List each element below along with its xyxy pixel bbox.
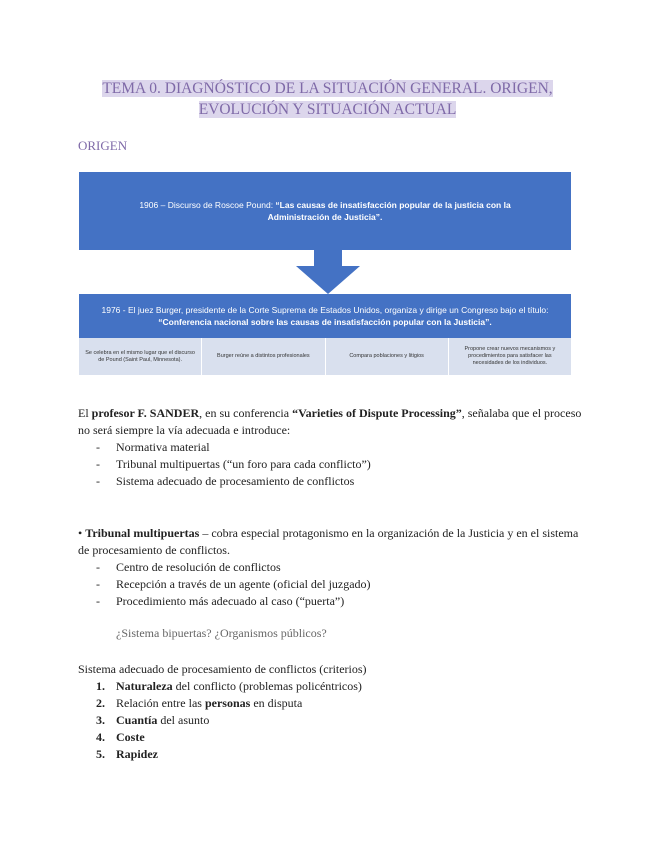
list-item: - Centro de resolución de conflictos: [96, 559, 371, 576]
criteria-rest: en disputa: [250, 696, 303, 710]
criteria-bold: Naturaleza: [116, 679, 173, 693]
list-item: - Procedimiento más adecuado al caso (“puerta”): [96, 593, 371, 610]
burger-sub-items: [79, 338, 571, 375]
list-sander-introduces: [96, 439, 371, 490]
sub-item-2: Burger reúne a distintos profesionales: [202, 338, 325, 375]
origin-diagram: [0, 0, 655, 400]
criteria-bold: personas: [204, 696, 251, 710]
box-1906-text: [79, 199, 571, 223]
box-1906-quote: “Las causas de insatisfacción popular de la justicia con la Administración de Justicia”.: [267, 200, 511, 222]
title-line-1: TEMA 0. DIAGNÓSTICO DE LA SITUACIÓN GENERAL. ORIGEN,: [102, 80, 553, 97]
paragraph-tribunal-multipuertas: [78, 525, 588, 559]
box-1976-burger: [79, 294, 571, 338]
list-item: - Sistema adecuado de procesamiento de conflictos: [96, 473, 371, 490]
sub-item-3: Compara poblaciones y litigios: [326, 338, 449, 375]
box-1976-text: [79, 304, 571, 328]
box-1906-pound: [79, 172, 571, 250]
box-1906-prefix: 1906 – Discurso de Roscoe Pound:: [139, 200, 276, 210]
criteria-number: 1.: [96, 679, 105, 693]
box-1976-quote: “Conferencia nacional sobre las causas de insatisfacción popular con la Justicia”.: [158, 317, 492, 327]
criteria-bold: Rapidez: [116, 747, 158, 761]
p1-bold-conference: “Varieties of Dispute Processing”: [292, 406, 462, 420]
criteria-rest: del conflicto (problemas policéntricos): [172, 679, 362, 693]
question-text: ¿Sistema bipuertas? ¿Organismos públicos?: [116, 626, 327, 640]
list-tribunal-features: [96, 559, 371, 610]
list-item: - Recepción a través de un agente (oficial del juzgado): [96, 576, 371, 593]
p2-text: – cobra especial protagonismo en la organización de la Justicia y en el sistema de procesamiento de conflictos.: [78, 526, 579, 557]
criteria-item: [96, 695, 362, 712]
criteria-item: [96, 746, 362, 763]
paragraph-criteria-intro: Sistema adecuado de procesamiento de conflictos (criterios): [78, 662, 367, 676]
criteria-rest: del asunto: [157, 713, 210, 727]
sub-item-1: Se celebra en el mismo lugar que el discurso de Pound (Saint Paul, Minnesota).: [79, 338, 202, 375]
criteria-number: 3.: [96, 713, 105, 727]
criteria-number: 2.: [96, 696, 105, 710]
criteria-list: [96, 678, 362, 763]
list-item: - Normativa material: [96, 439, 371, 456]
sub-item-4: Propone crear nuevos mecanismos y procedimientos para satisfacer las necesidades de los individuos.: [449, 338, 571, 375]
title-line-2: EVOLUCIÓN Y SITUACIÓN ACTUAL: [198, 101, 457, 118]
p1-text-2: , en su conferencia: [199, 406, 293, 420]
criteria-bold: Cuantía: [116, 713, 158, 727]
p1-text-3: , señalaba que el proceso no será siempre la vía adecuada e introduce:: [78, 406, 582, 437]
down-arrow-icon: [296, 250, 360, 294]
box-1976-prefix: 1976 - El juez Burger, presidente de la Corte Suprema de Estados Unidos, organiza y dirige un Congreso bajo el título:: [101, 305, 549, 315]
p2-bullet: •: [78, 526, 86, 540]
section-heading-origen: ORIGEN: [78, 138, 128, 153]
criteria-number: 4.: [96, 730, 105, 744]
p1-text-1: El: [78, 406, 92, 420]
criteria-item: [96, 678, 362, 695]
criteria-pre: Relación entre las: [116, 696, 205, 710]
criteria-item: [96, 712, 362, 729]
criteria-item: [96, 729, 362, 746]
list-item: - Tribunal multipuertas (“un foro para cada conflicto”): [96, 456, 371, 473]
p2-bold-tribunal: Tribunal multipuertas: [85, 526, 200, 540]
paragraph-sander: [78, 405, 588, 439]
criteria-bold: Coste: [116, 730, 145, 744]
p1-bold-sander: profesor F. SANDER: [91, 406, 200, 420]
criteria-number: 5.: [96, 747, 105, 761]
